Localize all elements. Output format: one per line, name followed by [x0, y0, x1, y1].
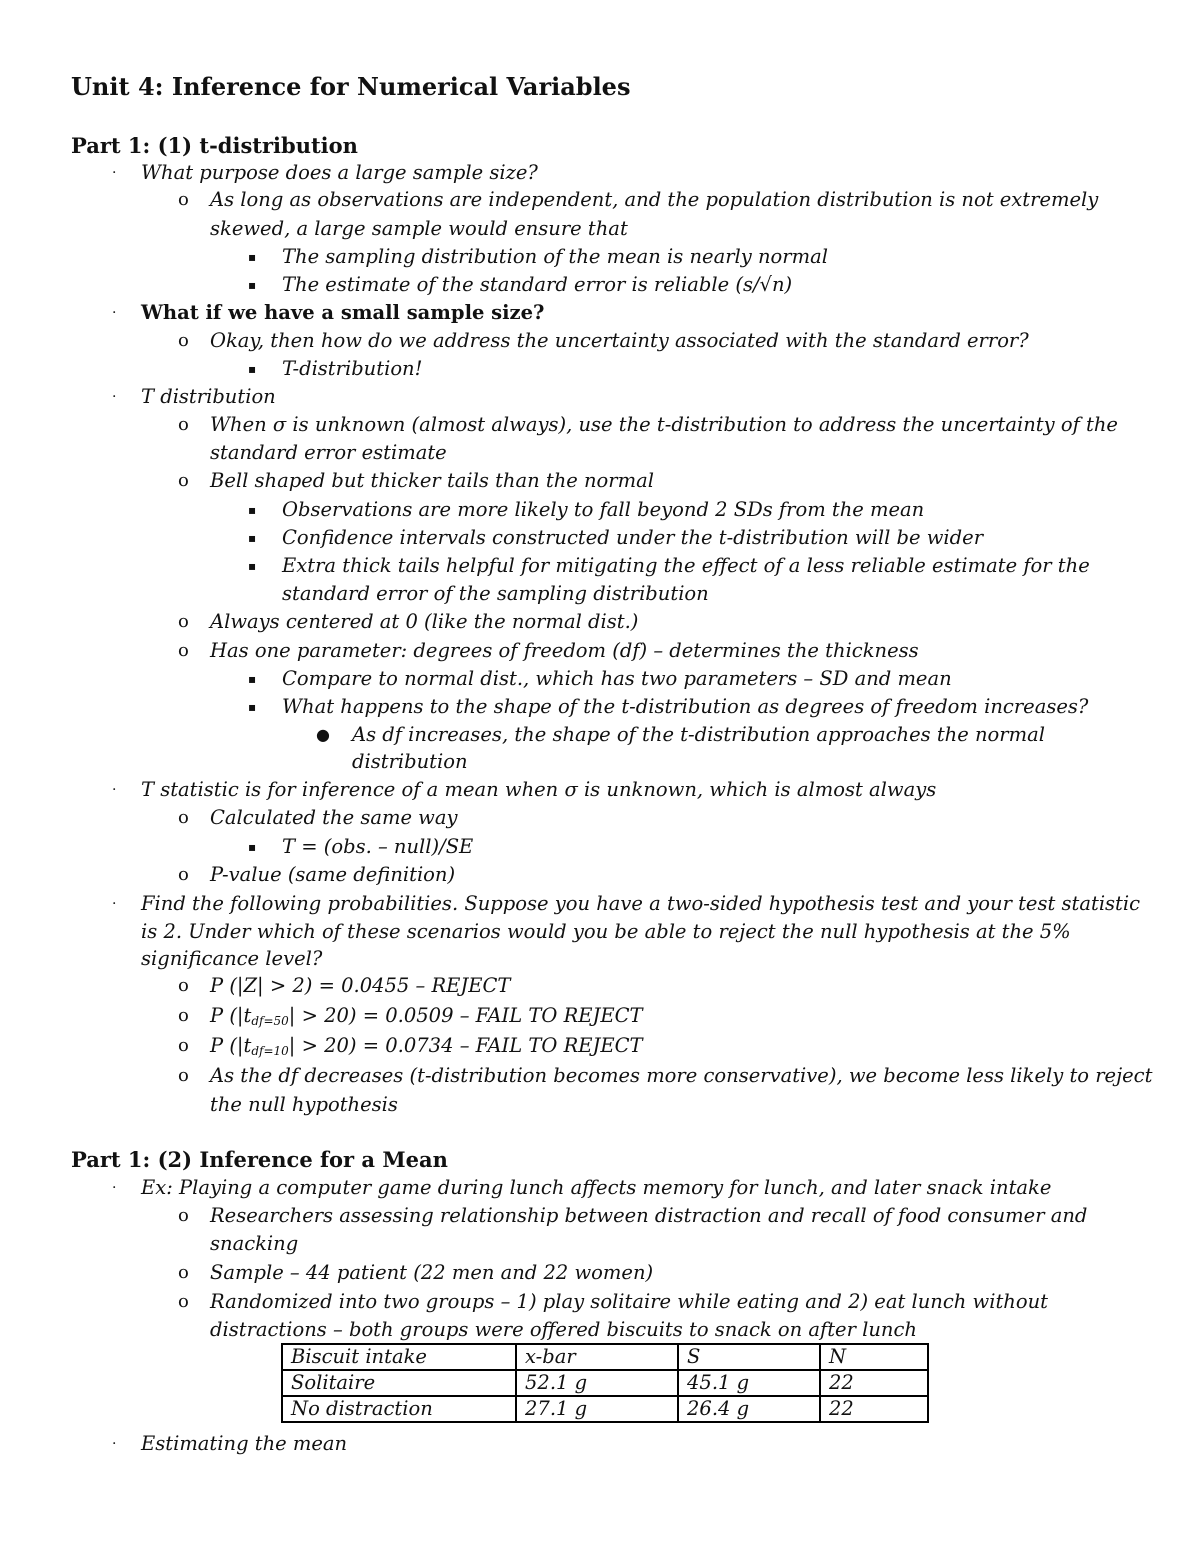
formula-subscript: df=10	[251, 1044, 289, 1058]
formula-text: P (|t	[210, 1004, 252, 1027]
list-item-continuation: skewed, a large sample would ensure that	[210, 217, 628, 240]
formula-text: | > 20) = 0.0734 – FAIL TO REJECT	[288, 1034, 643, 1057]
bullet-marker: ·	[112, 1180, 117, 1196]
bullet-marker: ▪	[248, 278, 257, 292]
bullet-marker: o	[178, 330, 189, 351]
bullet-marker: o	[178, 807, 189, 828]
bullet-marker: ▪	[248, 362, 257, 376]
list-item: The sampling distribution of the mean is nearly normal	[282, 245, 828, 268]
bullet-marker: ▪	[248, 531, 257, 545]
bullet-marker: o	[178, 189, 189, 210]
table-header-row	[282, 1344, 928, 1370]
list-item-continuation: the null hypothesis	[210, 1093, 398, 1116]
bullet-marker: ●	[316, 725, 330, 744]
list-item: Okay, then how do we address the uncertainty associated with the standard error?	[210, 329, 1029, 352]
list-item: Observations are more likely to fall beyond 2 SDs from the mean	[282, 498, 925, 521]
bullet-marker: ▪	[248, 559, 257, 573]
list-item: Researchers assessing relationship between distraction and recall of food consumer and	[210, 1204, 1088, 1227]
list-item-continuation: distribution	[352, 750, 468, 773]
table-cell: Solitaire	[282, 1370, 516, 1396]
list-item-continuation: distractions – both groups were offered biscuits to snack on after lunch	[210, 1318, 917, 1341]
bullet-marker: o	[178, 1065, 189, 1086]
table-header-cell: x-bar	[516, 1344, 678, 1370]
bullet-marker: o	[178, 975, 189, 996]
bullet-marker: ▪	[248, 250, 257, 264]
list-item: As long as observations are independent, and the population distribution is not extremely	[210, 188, 1099, 211]
bullet-marker: ·	[112, 305, 117, 321]
bullet-marker: o	[178, 864, 189, 885]
table-cell: 22	[820, 1370, 928, 1396]
formula-subscript: df=50	[251, 1014, 289, 1028]
bullet-marker: ▪	[248, 672, 257, 686]
bullet-marker: ▪	[248, 840, 257, 854]
list-item: As the df decreases (t-distribution becomes more conservative), we become less likely to reject	[210, 1064, 1153, 1087]
list-item: T statistic is for inference of a mean when σ is unknown, which is almost always	[141, 778, 937, 801]
list-item-continuation: is 2. Under which of these scenarios would you be able to reject the null hypothesis at the 5%	[141, 920, 1071, 943]
list-item-continuation: significance level?	[141, 947, 323, 970]
list-item: When σ is unknown (almost always), use the t-distribution to address the uncertainty of the	[210, 413, 1118, 436]
bullet-marker: ·	[112, 165, 117, 181]
bullet-marker: o	[178, 1035, 189, 1056]
bullet-marker: ▪	[248, 503, 257, 517]
table-cell: 27.1 g	[516, 1396, 678, 1422]
bullet-marker: o	[178, 611, 189, 632]
list-item: Always centered at 0 (like the normal dist.)	[210, 610, 639, 633]
list-item	[210, 1033, 643, 1064]
list-item: Calculated the same way	[210, 806, 458, 829]
table-row	[282, 1370, 928, 1396]
bullet-marker: ·	[112, 782, 117, 798]
list-item-continuation: standard error of the sampling distribution	[282, 582, 709, 605]
table-cell: 22	[820, 1396, 928, 1422]
bullet-marker: ·	[112, 1436, 117, 1452]
section-heading-t-distribution: Part 1: (1) t-distribution	[71, 133, 358, 158]
bullet-marker: o	[178, 640, 189, 661]
bullet-marker: o	[178, 470, 189, 491]
list-item-continuation: standard error estimate	[210, 441, 447, 464]
list-item: Has one parameter: degrees of freedom (df) – determines the thickness	[210, 639, 919, 662]
list-item: Estimating the mean	[141, 1432, 348, 1455]
section-heading-inference-mean: Part 1: (2) Inference for a Mean	[71, 1147, 448, 1172]
list-item: Ex: Playing a computer game during lunch affects memory for lunch, and later snack intake	[141, 1176, 1052, 1199]
list-item-continuation: snacking	[210, 1232, 299, 1255]
list-item: What purpose does a large sample size?	[141, 161, 538, 184]
list-item: Find the following probabilities. Suppose you have a two-sided hypothesis test and your test statistic	[141, 892, 1141, 915]
bullet-marker: o	[178, 414, 189, 435]
formula-text: P (|t	[210, 1034, 252, 1057]
bullet-marker: ▪	[248, 700, 257, 714]
list-item	[210, 1003, 643, 1034]
table-cell: No distraction	[282, 1396, 516, 1422]
table-cell: 52.1 g	[516, 1370, 678, 1396]
table-header-cell: Biscuit intake	[282, 1344, 516, 1370]
document-title: Unit 4: Inference for Numerical Variables	[71, 72, 631, 101]
biscuit-intake-table	[281, 1343, 929, 1423]
formula-text: | > 20) = 0.0509 – FAIL TO REJECT	[288, 1004, 643, 1027]
list-item: As df increases, the shape of the t-distribution approaches the normal	[352, 723, 1045, 746]
list-item: What if we have a small sample size?	[141, 301, 545, 324]
bullet-marker: ·	[112, 896, 117, 912]
list-item: T = (obs. – null)/SE	[282, 835, 474, 858]
bullet-marker: o	[178, 1291, 189, 1312]
list-item: Sample – 44 patient (22 men and 22 women)	[210, 1261, 654, 1284]
list-item: The estimate of the standard error is reliable (s/√n)	[282, 273, 793, 296]
table-row	[282, 1396, 928, 1422]
bullet-marker: o	[178, 1262, 189, 1283]
table-cell: 26.4 g	[678, 1396, 820, 1422]
list-item: T distribution	[141, 385, 276, 408]
list-item: Extra thick tails helpful for mitigating the effect of a less reliable estimate for the	[282, 554, 1090, 577]
bullet-marker: o	[178, 1005, 189, 1026]
list-item: Randomized into two groups – 1) play solitaire while eating and 2) eat lunch without	[210, 1290, 1048, 1313]
bullet-marker: o	[178, 1205, 189, 1226]
list-item: Bell shaped but thicker tails than the normal	[210, 469, 654, 492]
table-header-cell: N	[820, 1344, 928, 1370]
list-item: P-value (same definition)	[210, 863, 456, 886]
table-cell: 45.1 g	[678, 1370, 820, 1396]
list-item: T-distribution!	[282, 357, 423, 380]
list-item: Confidence intervals constructed under the t-distribution will be wider	[282, 526, 984, 549]
list-item: P (|Z| > 2) = 0.0455 – REJECT	[210, 974, 511, 997]
list-item: Compare to normal dist., which has two parameters – SD and mean	[282, 667, 952, 690]
list-item: What happens to the shape of the t-distribution as degrees of freedom increases?	[282, 695, 1089, 718]
bullet-marker: ·	[112, 389, 117, 405]
table-header-cell: S	[678, 1344, 820, 1370]
